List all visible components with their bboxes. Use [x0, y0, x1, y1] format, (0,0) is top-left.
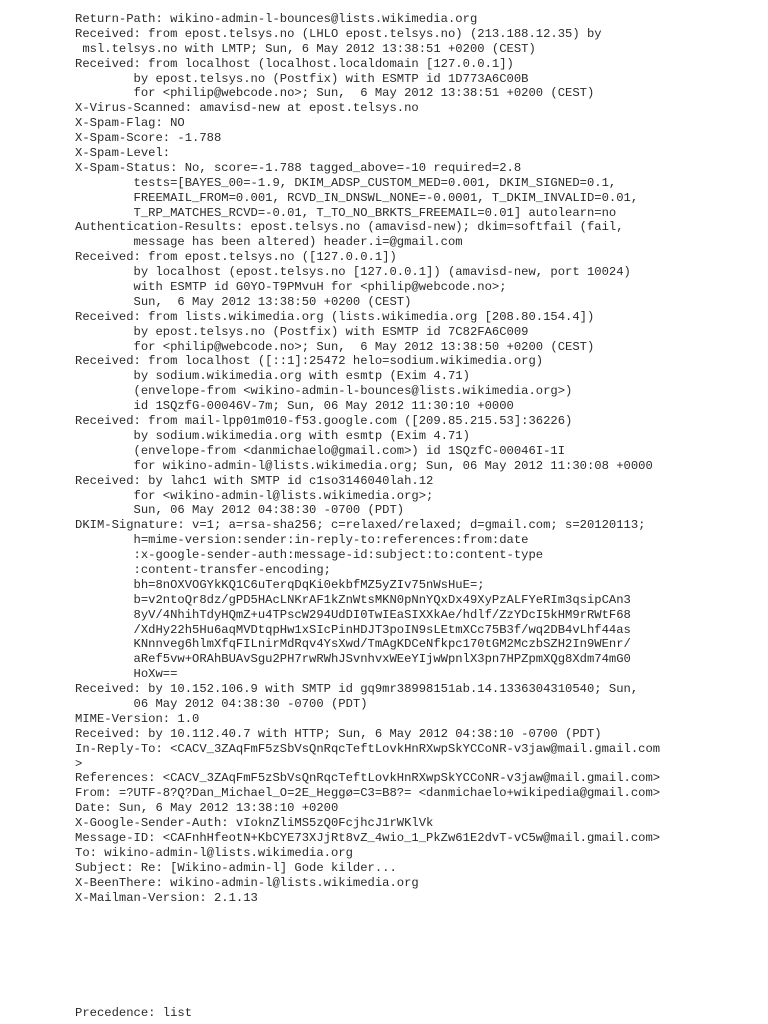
header-line: Date: Sun, 6 May 2012 13:38:10 +0200 — [75, 801, 339, 816]
header-line: msl.telsys.no with LMTP; Sun, 6 May 2012 13:38:51 +0200 (CEST) — [75, 41, 536, 56]
header-line: by epost.telsys.no (Postfix) with ESMTP id 7C82FA6C009 — [75, 324, 529, 339]
header-line: X-Virus-Scanned: amavisd-new at epost.telsys.no — [75, 101, 419, 116]
header-line: Received: from localhost (localhost.localdomain [127.0.0.1]) — [75, 56, 514, 71]
header-line: X-BeenThere: wikino-admin-l@lists.wikimedia.org — [75, 875, 419, 890]
header-line: 8yV/4NhihTdyHQmZ+u4TPscW294UdDI0TwIEaSIXXkAe/hdlf/ZzYDcI5kHM9rRWtF68 — [75, 607, 631, 622]
header-line: (envelope-from <wikino-admin-l-bounces@lists.wikimedia.org>) — [75, 384, 573, 399]
header-line: Message-ID: <CAFnhHfeotN+KbCYE73XJjRt8vZ_4wio_1_PkZw61E2dvT-vC5w@mail.gmail.com> — [75, 830, 661, 845]
header-line: Return-Path: wikino-admin-l-bounces@lists.wikimedia.org — [75, 12, 478, 26]
header-line: From: =?UTF-8?Q?Dan_Michael_O=2E_Heggø=C3=B8?= <danmichaelo+wikipedia@gmail.com> — [75, 786, 661, 801]
header-line: for wikino-admin-l@lists.wikimedia.org; Sun, 06 May 2012 11:30:08 +0000 — [75, 458, 653, 473]
header-line: > — [75, 756, 83, 771]
header-line: X-Spam-Flag: NO — [75, 116, 185, 131]
header-line: Received: by 10.152.106.9 with SMTP id gq9mr38998151ab.14.1336304310540; Sun, — [75, 682, 639, 697]
header-line: 06 May 2012 04:38:30 -0700 (PDT) — [75, 696, 368, 711]
header-line: HoXw== — [75, 667, 178, 682]
header-line: Precedence: list — [75, 1006, 193, 1020]
header-line: id 1SQzfG-00046V-7m; Sun, 06 May 2012 11:30:10 +0000 — [75, 399, 514, 414]
header-line: message has been altered) header.i=@gmail.com — [75, 235, 463, 250]
header-line: Received: by lahc1 with SMTP id c1so3146040lah.12 — [75, 473, 434, 488]
header-line: aRef5vw+ORAhBUAvSgu2PH7rwRWhJSvnhvxWEeYIjwWpnlX3pn7HPZpmXQg8Xdm74mG0 — [75, 652, 631, 667]
header-line: :x-google-sender-auth:message-id:subject:to:content-type — [75, 548, 544, 563]
email-header-page — [75, 12, 765, 905]
header-line: Received: from epost.telsys.no (LHLO epost.telsys.no) (213.188.12.35) by — [75, 26, 602, 41]
header-line: KNnnveg6hlmXfqFILnirMdRqv4YsXwd/TmAgKDCeNfkpc170tGM2MczbSZH2In9WEnr/ — [75, 637, 631, 652]
header-line: Received: from epost.telsys.no ([127.0.0.1]) — [75, 250, 397, 265]
header-line: for <wikino-admin-l@lists.wikimedia.org>; — [75, 488, 434, 503]
header-line: h=mime-version:sender:in-reply-to:references:from:date — [75, 533, 529, 548]
header-line: X-Mailman-Version: 2.1.13 — [75, 890, 258, 905]
header-line: In-Reply-To: <CACV_3ZAqFmF5zSbVsQnRqcTeftLovkHnRXwpSkYCCoNR-v3jaw@mail.gmail.com — [75, 741, 661, 756]
header-line: by sodium.wikimedia.org with esmtp (Exim 4.71) — [75, 369, 470, 384]
header-line: X-Spam-Status: No, score=-1.788 tagged_above=-10 required=2.8 — [75, 160, 522, 175]
header-line: bh=8nOXVOGYkKQ1C6uTerqDqKi0ekbfMZ5yZIv75nWsHuE=; — [75, 577, 485, 592]
email-header-continuation — [75, 1006, 192, 1021]
header-line: tests=[BAYES_00=-1.9, DKIM_ADSP_CUSTOM_MED=0.001, DKIM_SIGNED=0.1, — [75, 175, 617, 190]
header-line: Received: from mail-lpp01m010-f53.google.com ([209.85.215.53]:36226) — [75, 414, 573, 429]
header-line: To: wikino-admin-l@lists.wikimedia.org — [75, 845, 353, 860]
header-line: b=v2ntoQr8dz/gPD5HAcLNKrAF1kZnWtsMKN0pNnYQxDx49XyPzALFYeRIm3qsipCAn3 — [75, 592, 631, 607]
header-line: T_RP_MATCHES_RCVD=-0.01, T_TO_NO_BRKTS_FREEMAIL=0.01] autolearn=no — [75, 205, 617, 220]
header-line: for <philip@webcode.no>; Sun, 6 May 2012 13:38:51 +0200 (CEST) — [75, 86, 595, 101]
header-line: Received: by 10.112.40.7 with HTTP; Sun, 6 May 2012 04:38:10 -0700 (PDT) — [75, 726, 602, 741]
header-line: X-Spam-Level: — [75, 146, 171, 161]
header-line: Sun, 06 May 2012 04:38:30 -0700 (PDT) — [75, 503, 405, 518]
header-line: /XdHy22h5Hu6aqMVDtqpHw1xSIcPinHDJT3poIN9sLEtmXCc75B3f/wq2DB4vLhf44as — [75, 622, 631, 637]
header-line: Sun, 6 May 2012 13:38:50 +0200 (CEST) — [75, 294, 412, 309]
header-line: References: <CACV_3ZAqFmF5zSbVsQnRqcTeftLovkHnRXwpSkYCCoNR-v3jaw@mail.gmail.com> — [75, 771, 661, 786]
header-line: Received: from lists.wikimedia.org (lists.wikimedia.org [208.80.154.4]) — [75, 309, 595, 324]
header-line: by localhost (epost.telsys.no [127.0.0.1]) (amavisd-new, port 10024) — [75, 265, 631, 280]
raw-email-headers — [75, 12, 765, 905]
header-line: FREEMAIL_FROM=0.001, RCVD_IN_DNSWL_NONE=-0.0001, T_DKIM_INVALID=0.01, — [75, 190, 639, 205]
header-line: Received: from localhost ([::1]:25472 helo=sodium.wikimedia.org) — [75, 354, 544, 369]
header-line: for <philip@webcode.no>; Sun, 6 May 2012 13:38:50 +0200 (CEST) — [75, 339, 595, 354]
header-line: (envelope-from <danmichaelo@gmail.com>) id 1SQzfC-00046I-1I — [75, 443, 566, 458]
header-line: X-Google-Sender-Auth: vIoknZliMS5zQ0FcjhcJ1rWKlVk — [75, 816, 434, 831]
header-line: X-Spam-Score: -1.788 — [75, 131, 222, 146]
header-line: Authentication-Results: epost.telsys.no (amavisd-new); dkim=softfail (fail, — [75, 220, 624, 235]
header-line: DKIM-Signature: v=1; a=rsa-sha256; c=relaxed/relaxed; d=gmail.com; s=20120113; — [75, 518, 646, 533]
header-line: with ESMTP id G0YO-T9PMvuH for <philip@webcode.no>; — [75, 280, 507, 295]
header-line: by sodium.wikimedia.org with esmtp (Exim 4.71) — [75, 428, 470, 443]
header-line: :content-transfer-encoding; — [75, 562, 331, 577]
header-line: Subject: Re: [Wikino-admin-l] Gode kilder... — [75, 860, 397, 875]
header-line: MIME-Version: 1.0 — [75, 711, 200, 726]
header-line: by epost.telsys.no (Postfix) with ESMTP id 1D773A6C00B — [75, 71, 529, 86]
